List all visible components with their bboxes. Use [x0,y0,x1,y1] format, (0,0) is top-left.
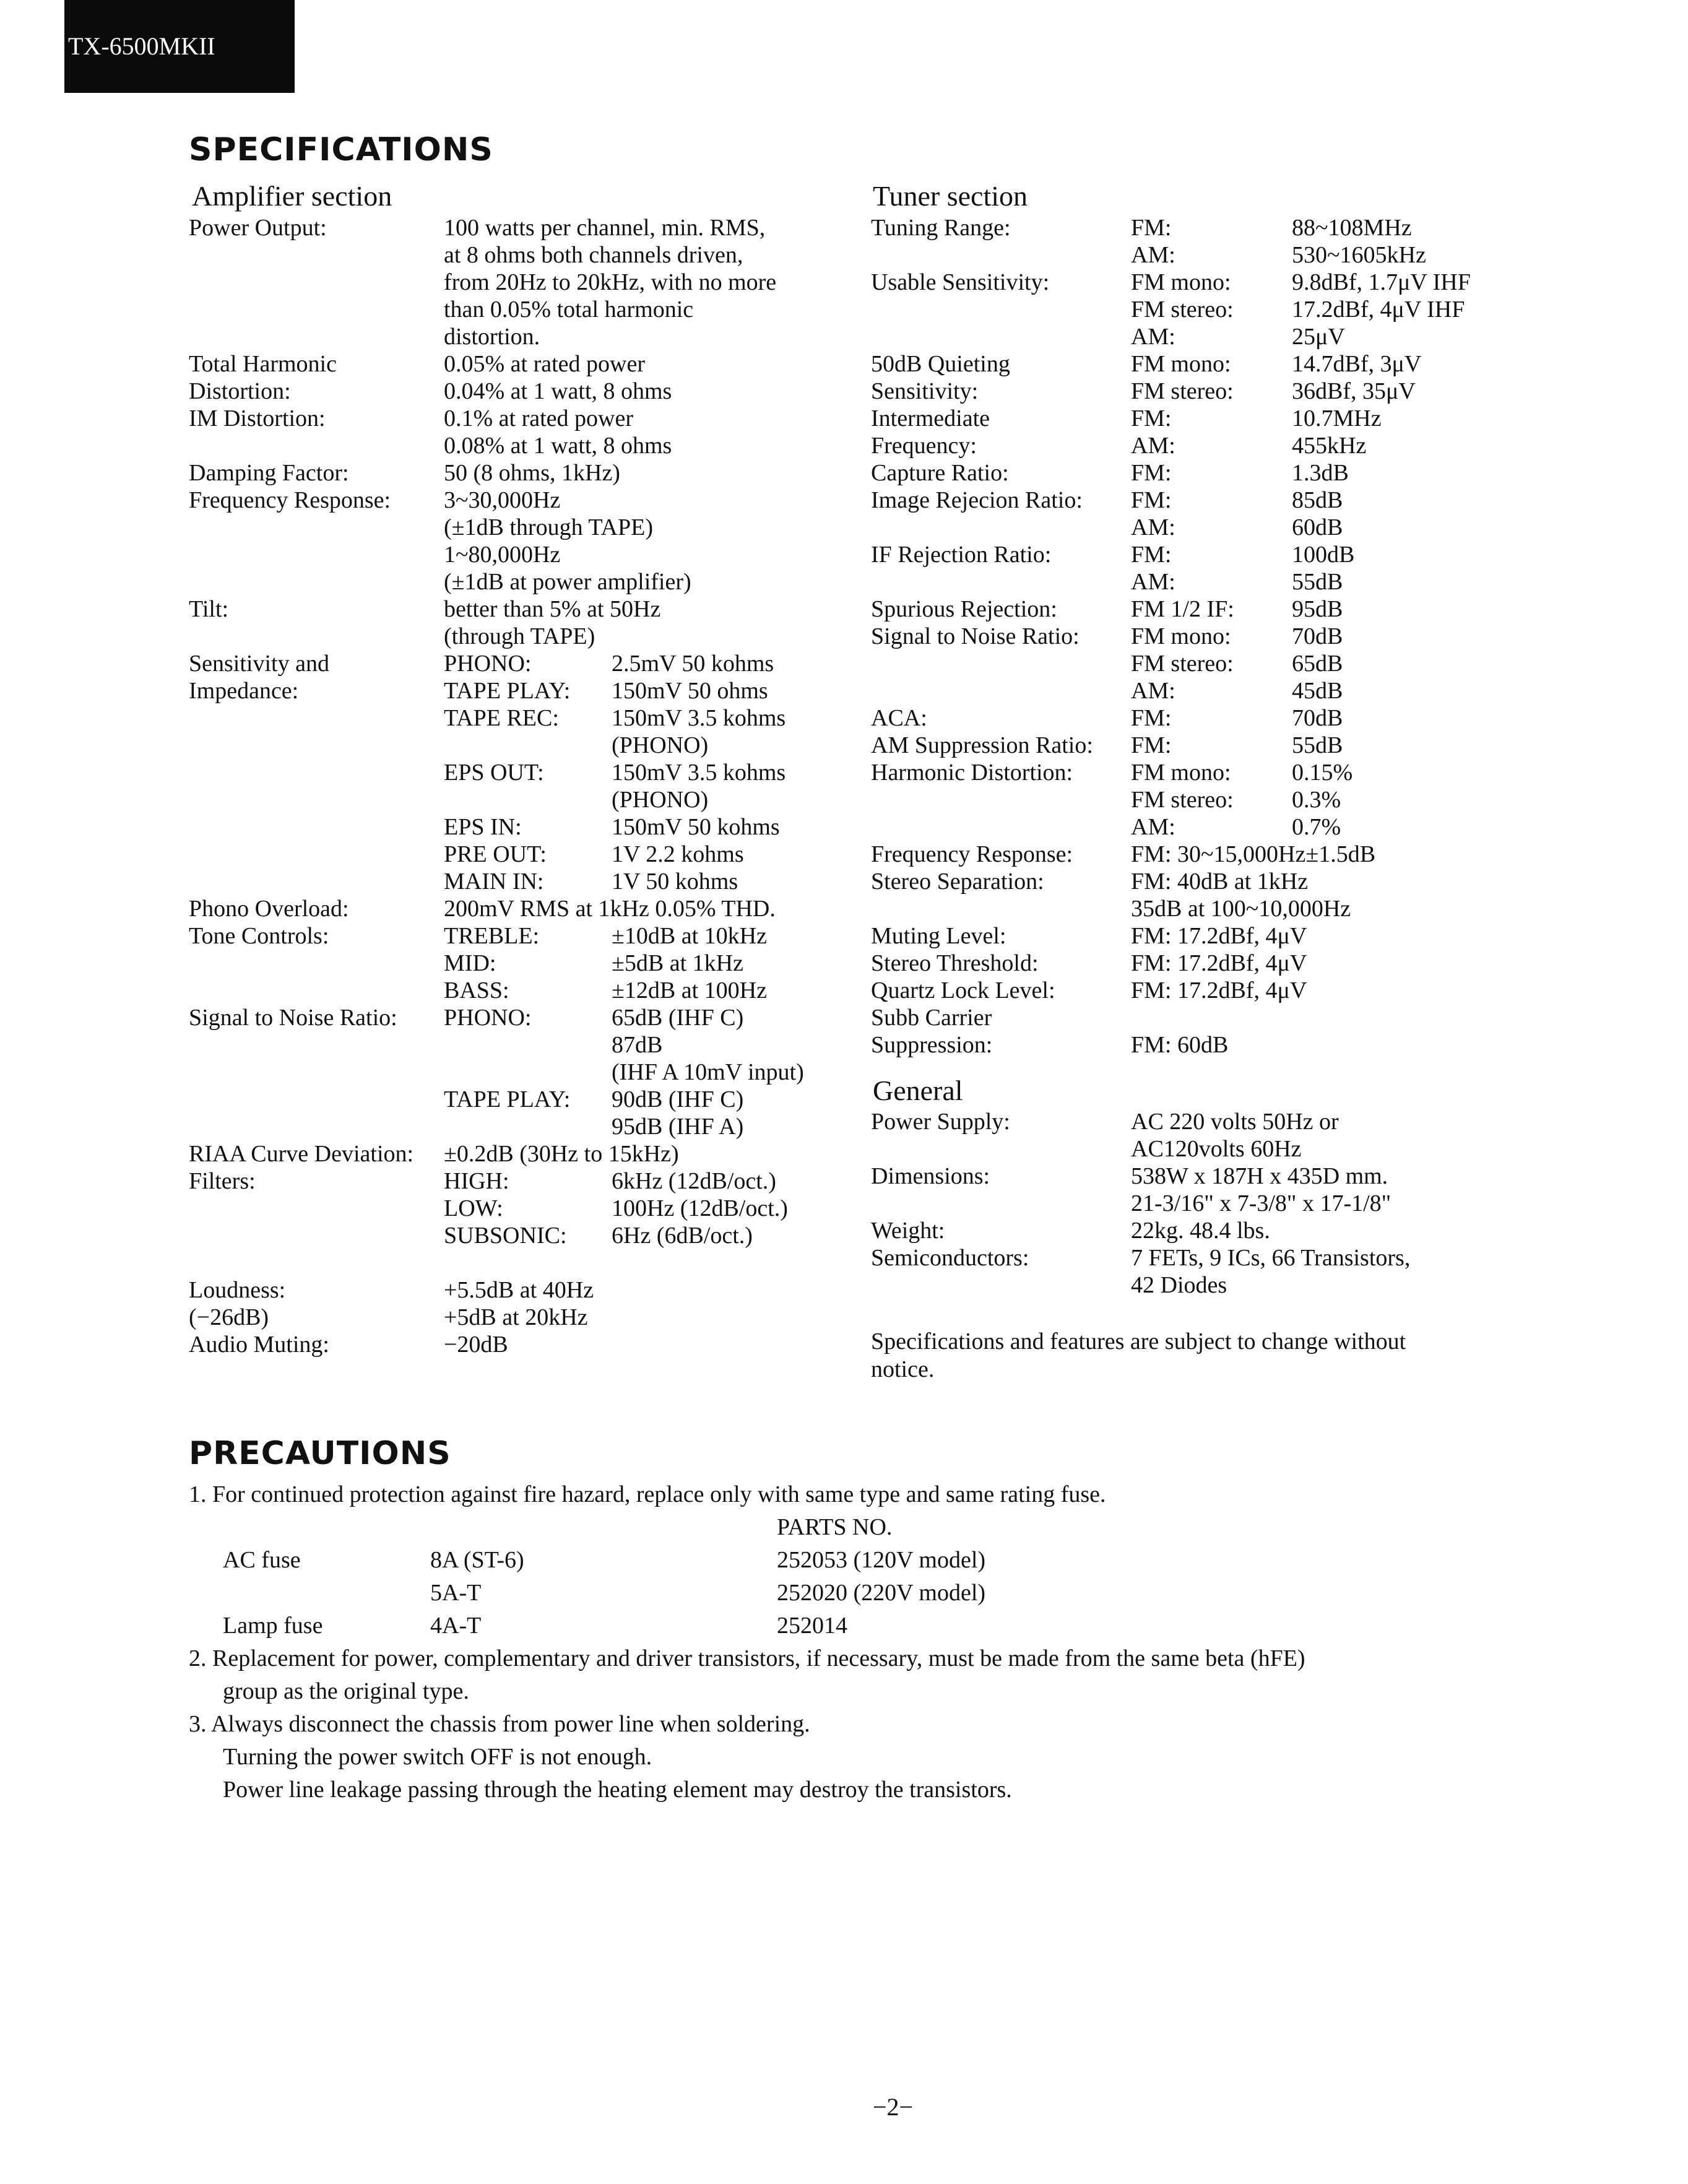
spec-label: Suppression: [871,1032,993,1058]
spec-detail: 70dB [1292,705,1343,731]
tuner-spec-row [871,296,1583,323]
spec-value: FM stereo: [1131,378,1234,404]
spec-value: PHONO: [444,651,532,677]
spec-label: Tilt: [189,596,229,622]
spec-label: ACA: [871,705,927,731]
amplifier-spec-row [189,813,845,841]
spec-label: Semiconductors: [871,1245,1029,1271]
spec-detail: 1V 50 kohms [612,869,738,895]
spec-label: Total Harmonic [189,351,337,377]
amplifier-spec-row [189,895,845,922]
spec-value: FM: [1131,487,1172,513]
precaution-item-3: 3. Always disconnect the chassis from power line when soldering. [189,1711,810,1737]
spec-value: AM: [1131,324,1175,350]
spec-value: FM: 17.2dBf, 4μV [1131,950,1307,976]
spec-value: 3~30,000Hz [444,487,561,513]
spec-value: AC120volts 60Hz [1131,1136,1302,1162]
spec-value: FM: [1131,732,1172,758]
amplifier-spec-row [189,677,845,704]
spec-value: FM mono: [1131,269,1231,295]
amplifier-spec-row [189,1059,845,1086]
general-section-title: General [873,1075,963,1106]
amplifier-spec-row [189,269,845,296]
spec-detail: 1.3dB [1292,460,1349,486]
spec-value: FM: [1131,542,1172,568]
spec-label: Impedance: [189,678,299,704]
tuner-spec-table [871,214,1583,1059]
amplifier-spec-row [189,1086,845,1113]
general-spec-row [871,1217,1583,1244]
spec-value: FM: 40dB at 1kHz [1131,869,1309,895]
spec-value: BASS: [444,977,509,1003]
spec-value: MAIN IN: [444,869,544,895]
spec-detail: 9.8dBf, 1.7μV IHF [1292,269,1471,295]
precautions-list [189,1478,1551,1806]
fuse-part-number: 252020 (220V model) [777,1580,986,1606]
spec-value: EPS OUT: [444,760,544,786]
spec-detail: (PHONO) [612,787,709,813]
spec-value: EPS IN: [444,814,522,840]
spec-detail: 65dB (IHF C) [612,1005,744,1031]
tuner-spec-row [871,514,1583,541]
tuner-spec-row [871,568,1583,596]
spec-value: FM stereo: [1131,651,1234,677]
amplifier-spec-row [189,732,845,759]
fuse-type: Lamp fuse [223,1613,323,1639]
amplifier-spec-row [189,241,845,269]
spec-detail: 530~1605kHz [1292,242,1426,268]
tuner-spec-row [871,677,1583,704]
spec-label: Capture Ratio: [871,460,1009,486]
tuner-spec-row [871,977,1583,1004]
fuse-part-number: 252014 [777,1613,847,1639]
note-line: Specifications and features are subject to change without [871,1328,1406,1354]
tuner-spec-row [871,241,1583,269]
fuse-row [189,1577,1551,1610]
amplifier-spec-row [189,541,845,568]
spec-value: 21-3/16" x 7-3/8" x 17-1/8" [1131,1190,1392,1216]
spec-detail: 95dB (IHF A) [612,1114,744,1140]
spec-label: RIAA Curve Deviation: [189,1141,414,1167]
spec-label: Quartz Lock Level: [871,977,1055,1003]
fuse-type: AC fuse [223,1547,301,1573]
spec-label: Signal to Noise Ratio: [189,1005,397,1031]
amplifier-section-title: Amplifier section [192,180,392,212]
spec-value: 50 (8 ohms, 1kHz) [444,460,620,486]
precautions-heading: PRECAUTIONS [189,1435,451,1472]
spec-value: SUBSONIC: [444,1223,567,1249]
precaution-item-3-cont: Power line leakage passing through the heating element may destroy the transistors. [223,1777,1012,1803]
spec-value: TREBLE: [444,923,540,949]
precaution-item-1: 1. For continued protection against fire hazard, replace only with same type and same rating fuse. [189,1481,1106,1507]
amplifier-spec-row [189,1195,845,1222]
spec-value: AM: [1131,514,1175,540]
spec-detail: 6Hz (6dB/oct.) [612,1223,753,1249]
amplifier-spec-row [189,704,845,732]
spec-detail: 100Hz (12dB/oct.) [612,1195,788,1221]
spec-label: Muting Level: [871,923,1006,949]
spec-label: Sensitivity: [871,378,979,404]
spec-value: FM mono: [1131,760,1231,786]
spec-label: Frequency Response: [189,487,391,513]
note-line: notice. [871,1356,935,1382]
tuner-spec-row [871,432,1583,459]
spec-label: Power Output: [189,215,327,241]
spec-label: Stereo Threshold: [871,950,1039,976]
spec-value: 0.1% at rated power [444,405,633,431]
tuner-spec-row [871,596,1583,623]
spec-detail: 100dB [1292,542,1355,568]
spec-value: PHONO: [444,1005,532,1031]
spec-detail: 85dB [1292,487,1343,513]
spec-detail: 1V 2.2 kohms [612,841,744,867]
spec-value: (±1dB at power amplifier) [444,569,691,595]
tuner-spec-row [871,1031,1583,1059]
spec-detail: 95dB [1292,596,1343,622]
spec-detail: 0.15% [1292,760,1353,786]
tuner-spec-row [871,704,1583,732]
amplifier-spec-row [189,432,845,459]
tuner-spec-row [871,541,1583,568]
spec-value: 7 FETs, 9 ICs, 66 Transistors, [1131,1245,1411,1271]
spec-value: FM stereo: [1131,297,1234,323]
spec-change-note [871,1328,1406,1384]
amplifier-spec-row [189,487,845,514]
precaution-item-2-cont: group as the original type. [223,1678,469,1704]
spec-detail: 0.3% [1292,787,1341,813]
spec-label: Signal to Noise Ratio: [871,623,1080,649]
amplifier-spec-row [189,1031,845,1059]
spec-value: AM: [1131,814,1175,840]
spec-value: +5dB at 20kHz [444,1304,588,1330]
amplifier-spec-row [189,786,845,813]
tuner-section-title: Tuner section [873,180,1028,212]
spec-value: AM: [1131,678,1175,704]
fuse-row [189,1610,1551,1642]
amplifier-spec-row [189,214,845,241]
spec-detail: 150mV 50 ohms [612,678,768,704]
tuner-spec-row [871,759,1583,786]
precaution-item-3-cont: Turning the power switch OFF is not enough. [223,1744,652,1770]
spec-label: Filters: [189,1168,256,1194]
spec-value: at 8 ohms both channels driven, [444,242,743,268]
tuner-spec-row [871,841,1583,868]
general-spec-row [871,1244,1583,1272]
spec-label: (−26dB) [189,1304,269,1330]
tuner-spec-row [871,623,1583,650]
spec-detail: 90dB (IHF C) [612,1086,744,1112]
amplifier-spec-row [189,350,845,378]
spec-label: Loudness: [189,1277,286,1303]
spec-label: Dimensions: [871,1163,990,1189]
spec-detail: 45dB [1292,678,1343,704]
amplifier-spec-row [189,1304,845,1331]
parts-number-header: PARTS NO. [777,1514,893,1540]
spec-value: ±0.2dB (30Hz to 15kHz) [444,1141,679,1167]
spec-label: Audio Muting: [189,1332,329,1358]
spec-value: MID: [444,950,496,976]
tuner-spec-row [871,950,1583,977]
spec-value: AC 220 volts 50Hz or [1131,1109,1339,1135]
tuner-spec-row [871,269,1583,296]
amplifier-spec-row [189,1222,845,1249]
spec-value: TAPE PLAY: [444,678,571,704]
spec-label: 50dB Quieting [871,351,1010,377]
spec-value: than 0.05% total harmonic [444,297,694,323]
amplifier-spec-row [189,1249,845,1276]
spec-detail: 87dB [612,1032,663,1058]
spec-value: FM: 17.2dBf, 4μV [1131,923,1307,949]
tuner-spec-row [871,813,1583,841]
amplifier-spec-row [189,650,845,677]
spec-label: Weight: [871,1218,945,1244]
spec-value: FM mono: [1131,351,1231,377]
specifications-heading: SPECIFICATIONS [189,131,493,168]
amplifier-spec-row [189,296,845,323]
spec-detail: 150mV 3.5 kohms [612,760,786,786]
spec-label: Subb Carrier [871,1005,992,1031]
spec-value: FM: 60dB [1131,1032,1229,1058]
spec-value: FM: 17.2dBf, 4μV [1131,977,1307,1003]
spec-value: +5.5dB at 40Hz [444,1277,594,1303]
spec-label: Phono Overload: [189,896,349,922]
spec-label: Spurious Rejection: [871,596,1057,622]
spec-value: 1~80,000Hz [444,542,561,568]
spec-detail: 55dB [1292,732,1343,758]
spec-value: FM stereo: [1131,787,1234,813]
spec-value: from 20Hz to 20kHz, with no more [444,269,777,295]
fuse-part-number: 252053 (120V model) [777,1547,986,1573]
spec-detail: ±10dB at 10kHz [612,923,767,949]
spec-value: 0.08% at 1 watt, 8 ohms [444,433,672,459]
spec-value: HIGH: [444,1168,509,1194]
fuse-rating: 8A (ST-6) [430,1547,524,1573]
spec-label: Damping Factor: [189,460,349,486]
tuner-spec-row [871,650,1583,677]
page-number: −2− [873,2093,914,2121]
spec-value: FM mono: [1131,623,1231,649]
spec-value: PRE OUT: [444,841,547,867]
amplifier-spec-row [189,950,845,977]
spec-detail: 36dBf, 35μV [1292,378,1416,404]
spec-value: LOW: [444,1195,503,1221]
tuner-spec-row [871,323,1583,350]
spec-detail: 10.7MHz [1292,405,1382,431]
spec-detail: ±12dB at 100Hz [612,977,767,1003]
amplifier-spec-row [189,323,845,350]
spec-value: 0.04% at 1 watt, 8 ohms [444,378,672,404]
spec-value: FM: 30~15,000Hz±1.5dB [1131,841,1376,867]
spec-value: 100 watts per channel, min. RMS, [444,215,766,241]
amplifier-spec-row [189,922,845,950]
tuner-spec-row [871,922,1583,950]
amplifier-spec-row [189,514,845,541]
spec-detail: (PHONO) [612,732,709,758]
fuse-rating: 4A-T [430,1613,482,1639]
tuner-spec-row [871,895,1583,922]
spec-label: Stereo Separation: [871,869,1044,895]
tuner-spec-row [871,459,1583,487]
spec-value: (±1dB through TAPE) [444,514,653,540]
model-tag: TX-6500MKII [64,0,295,93]
general-spec-row [871,1135,1583,1163]
amplifier-spec-row [189,977,845,1004]
general-spec-row [871,1163,1583,1190]
general-spec-row [871,1108,1583,1135]
amplifier-spec-row [189,1276,845,1304]
spec-value: FM: [1131,460,1172,486]
tuner-spec-row [871,1004,1583,1031]
spec-label: Power Supply: [871,1109,1010,1135]
spec-value: AM: [1131,569,1175,595]
spec-value: FM: [1131,705,1172,731]
spec-detail: 70dB [1292,623,1343,649]
spec-label: IM Distortion: [189,405,326,431]
spec-value: TAPE PLAY: [444,1086,571,1112]
amplifier-spec-row [189,868,845,895]
spec-label: Sensitivity and [189,651,329,677]
amplifier-spec-row [189,1004,845,1031]
general-spec-row [871,1272,1583,1299]
amplifier-spec-row [189,841,845,868]
spec-value: 0.05% at rated power [444,351,645,377]
amplifier-spec-row [189,596,845,623]
amplifier-spec-row [189,405,845,432]
fuse-table [189,1544,1551,1642]
spec-value: 35dB at 100~10,000Hz [1131,896,1351,922]
spec-value: FM: [1131,215,1172,241]
spec-value: TAPE REC: [444,705,559,731]
spec-value: FM: [1131,405,1172,431]
spec-label: Frequency Response: [871,841,1073,867]
spec-detail: 17.2dBf, 4μV IHF [1292,297,1465,323]
spec-value: AM: [1131,242,1175,268]
spec-label: Harmonic Distortion: [871,760,1073,786]
spec-detail: 150mV 3.5 kohms [612,705,786,731]
spec-label: IF Rejection Ratio: [871,542,1052,568]
precaution-item-2: 2. Replacement for power, complementary and driver transistors, if necessary, must be made from the same beta (hFE) [189,1645,1305,1671]
spec-value: 538W x 187H x 435D mm. [1131,1163,1388,1189]
spec-label: AM Suppression Ratio: [871,732,1093,758]
fuse-row [189,1544,1551,1577]
amplifier-spec-row [189,1113,845,1140]
amplifier-spec-row [189,1168,845,1195]
tuner-spec-row [871,350,1583,378]
spec-value: AM: [1131,433,1175,459]
amplifier-spec-row [189,378,845,405]
tuner-spec-row [871,732,1583,759]
spec-label: Frequency: [871,433,977,459]
spec-value: −20dB [444,1332,508,1358]
spec-detail: (IHF A 10mV input) [612,1059,804,1085]
spec-detail: 6kHz (12dB/oct.) [612,1168,776,1194]
spec-detail: 2.5mV 50 kohms [612,651,774,677]
spec-label: Tone Controls: [189,923,329,949]
amplifier-spec-row [189,568,845,596]
spec-detail: 150mV 50 kohms [612,814,780,840]
general-spec-row [871,1190,1583,1217]
spec-label: Intermediate [871,405,990,431]
fuse-rating: 5A-T [430,1580,482,1606]
spec-detail: 25μV [1292,324,1345,350]
spec-detail: 65dB [1292,651,1343,677]
amplifier-spec-row [189,1140,845,1168]
spec-detail: ±5dB at 1kHz [612,950,743,976]
spec-value: 42 Diodes [1131,1272,1227,1298]
spec-value: distortion. [444,324,540,350]
spec-detail: 14.7dBf, 3μV [1292,351,1422,377]
spec-value: FM 1/2 IF: [1131,596,1234,622]
amplifier-spec-row [189,759,845,786]
amplifier-spec-row [189,623,845,650]
spec-value: 22kg. 48.4 lbs. [1131,1218,1270,1244]
spec-label: Distortion: [189,378,291,404]
spec-label: Usable Sensitivity: [871,269,1050,295]
tuner-spec-row [871,405,1583,432]
spec-detail: 60dB [1292,514,1343,540]
tuner-spec-row [871,868,1583,895]
tuner-spec-row [871,214,1583,241]
spec-detail: 455kHz [1292,433,1367,459]
spec-label: Tuning Range: [871,215,1011,241]
tuner-spec-row [871,786,1583,813]
tuner-spec-row [871,487,1583,514]
tuner-spec-row [871,378,1583,405]
general-spec-table [871,1108,1583,1299]
amplifier-spec-table [189,214,845,1358]
amplifier-spec-row [189,1331,845,1358]
spec-value: 200mV RMS at 1kHz 0.05% THD. [444,896,776,922]
spec-value: better than 5% at 50Hz [444,596,661,622]
amplifier-spec-row [189,459,845,487]
spec-detail: 55dB [1292,569,1343,595]
spec-value: (through TAPE) [444,623,595,649]
spec-detail: 0.7% [1292,814,1341,840]
spec-label: Image Rejecion Ratio: [871,487,1083,513]
spec-detail: 88~108MHz [1292,215,1412,241]
